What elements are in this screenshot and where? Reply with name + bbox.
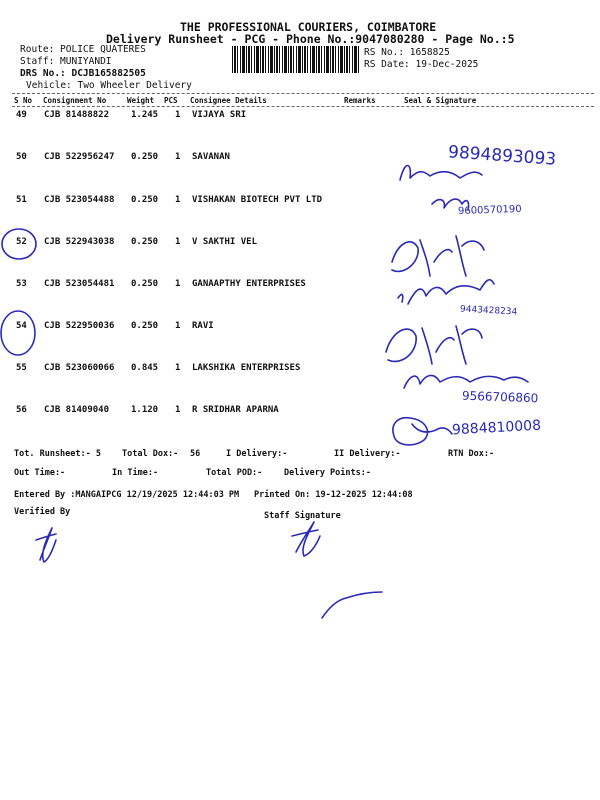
drs-label: DRS No.: DCJB165882505 [20,68,146,79]
row-pcs: 1 [175,152,181,162]
row-pcs: 1 [175,279,181,289]
route-label: Route: POLICE QUATERES [20,44,146,55]
signature-verified [36,528,56,562]
total-dox-label: Total Dox:- [122,449,179,459]
row-pcs: 1 [175,195,181,205]
row-consignment: CJB 523054481 [44,279,115,289]
row-weight: 1.245 [131,110,159,120]
tot-runsheet: Tot. Runsheet:- 5 [14,449,101,459]
col-weight: Weight [127,96,155,105]
col-remarks: Remarks [344,96,376,105]
stray-ink-stroke [322,592,382,618]
handwritten-phone-55: 9566706860 [461,388,539,406]
row-weight: 0.250 [131,321,159,331]
row-weight: 0.250 [131,237,159,247]
signature-51 [432,199,469,210]
row-consignment: CJB 522956247 [44,152,115,162]
ii-delivery-label: II Delivery:- [334,449,401,459]
company-title: THE PROFESSIONAL COURIERS, COIMBATORE [180,20,437,34]
out-time-label: Out Time:- [14,468,66,478]
circle-mark-52 [2,229,36,259]
row-consignment: CJB 81488822 [44,110,110,120]
total-pod-label: Total POD:- [206,468,263,478]
row-consignee: RAVI [192,321,214,331]
circle-mark-54 [1,311,35,355]
handwritten-phone-54: 9443428234 [459,304,518,318]
row-sno: 50 [16,152,27,162]
verified-by-label: Verified By [14,507,71,517]
row-consignee: VIJAYA SRI [192,110,247,120]
signature-55 [404,375,528,388]
vehicle-label: Vehicle: Two Wheeler Delivery [26,80,192,91]
signature-staff [292,522,320,556]
row-consignee: R SRIDHAR APARNA [192,405,279,415]
handwritten-phone-56: 9884810008 [451,417,542,439]
staff-signature-label: Staff Signature [264,511,341,521]
col-seal: Seal & Signature [404,96,477,105]
printed-on: Printed On: 19-12-2025 12:44:08 [254,490,413,500]
row-pcs: 1 [175,237,181,247]
rs-date-label: RS Date: 19-Dec-2025 [364,59,479,70]
delivery-points-label: Delivery Points:- [284,468,371,478]
row-consignee: GANAAPTHY ENTERPRISES [192,279,306,289]
row-consignment: CJB 522950036 [44,321,115,331]
row-sno: 52 [16,237,27,247]
row-pcs: 1 [175,405,181,415]
row-sno: 53 [16,279,27,289]
row-pcs: 1 [175,321,181,331]
signature-53 [398,280,494,304]
row-consignment: CJB 523060066 [44,363,115,373]
col-sno: S No [14,96,33,105]
entered-by: Entered By :MANGAIPCG 12/19/2025 12:44:03 PM [14,490,240,500]
row-consignee: V SAKTHI VEL [192,237,258,247]
runsheet-subtitle: Delivery Runsheet - PCG - Phone No.:9047080280 - Page No.:5 [106,32,515,46]
signature-56 [393,418,452,445]
total-dox-value: 56 [190,449,201,459]
handwritten-phone-51: 9600570190 [457,203,522,218]
row-consignee: SAVANAN [192,152,230,162]
i-delivery-label: I Delivery:- [226,449,288,459]
row-sno: 54 [16,321,27,331]
row-pcs: 1 [175,110,181,120]
row-weight: 0.250 [131,152,159,162]
row-consignment: CJB 523054488 [44,195,115,205]
row-weight: 0.845 [131,363,159,373]
row-consignment: CJB 81409040 [44,405,110,415]
rtn-dox-label: RTN Dox:- [448,449,495,459]
staff-label: Staff: MUNIYANDI [20,56,112,67]
row-weight: 0.250 [131,195,159,205]
row-consignee: VISHAKAN BIOTECH PVT LTD [192,195,323,205]
signature-50 [400,166,482,181]
in-time-label: In Time:- [112,468,159,478]
row-sno: 55 [16,363,27,373]
row-consignment: CJB 522943038 [44,237,115,247]
row-pcs: 1 [175,363,181,373]
handwritten-phone-50: 9894893093 [447,142,557,170]
row-sno: 51 [16,195,27,205]
col-consignment: Consignment No [43,96,107,105]
row-weight: 0.250 [131,279,159,289]
signature-52 [392,236,484,276]
rs-no-label: RS No.: 1658825 [364,47,450,58]
row-sno: 49 [16,110,27,120]
col-consignee: Consignee Details [190,96,267,105]
row-sno: 56 [16,405,27,415]
row-weight: 1.120 [131,405,159,415]
col-pcs: PCS [164,96,178,105]
signature-54 [386,326,482,364]
row-consignee: LAKSHIKA ENTERPRISES [192,363,301,373]
